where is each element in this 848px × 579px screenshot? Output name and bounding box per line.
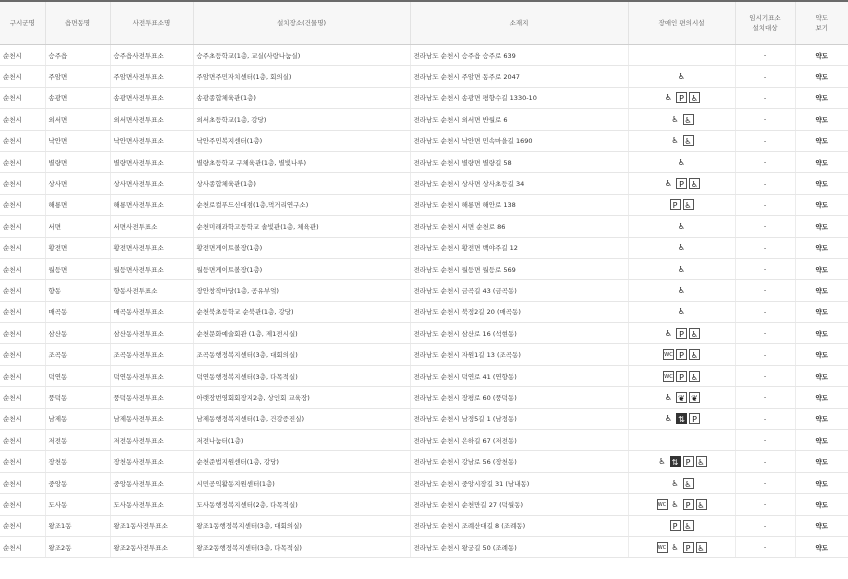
- map-link[interactable]: 약도: [795, 258, 848, 279]
- table-row: [0, 515, 848, 536]
- table-row: [0, 173, 848, 194]
- accessible-parking-icon: P: [676, 371, 687, 382]
- wheelchair-access-icon: ♿: [671, 114, 679, 124]
- cell-temp-booth: -: [735, 151, 795, 172]
- cell-temp-booth: -: [735, 408, 795, 429]
- cell-accessibility: [628, 323, 735, 344]
- cell-address: 전라남도 순천시 장평로 60 (풍덕동): [410, 387, 628, 408]
- cell-sigungu: 순천시: [0, 194, 45, 215]
- map-link[interactable]: 약도: [795, 365, 848, 386]
- cell-temp-booth: -: [735, 66, 795, 87]
- cell-place: 도사동행정복지센터(2층, 다목적실): [193, 494, 410, 515]
- cell-place: 승주초등학교(1층, 교실(사랑나눔실): [193, 45, 410, 66]
- cell-address: 전라남도 순천시 남정5길 1 (남정동): [410, 408, 628, 429]
- cell-station: 승주읍사전투표소: [110, 45, 193, 66]
- map-link[interactable]: 약도: [795, 194, 848, 215]
- map-link[interactable]: 약도: [795, 494, 848, 515]
- cell-station: 왕조2동사전투표소: [110, 536, 193, 557]
- cell-accessibility: [628, 344, 735, 365]
- header-address: 소재지: [410, 1, 628, 45]
- cell-address: 전라남도 순천시 별량면 별량길 58: [410, 151, 628, 172]
- table-row: [0, 408, 848, 429]
- cell-accessibility: [628, 87, 735, 108]
- map-link[interactable]: 약도: [795, 344, 848, 365]
- table-row: [0, 216, 848, 237]
- cell-temp-booth: -: [735, 387, 795, 408]
- wheelchair-access-icon: ♿: [664, 179, 673, 189]
- cell-accessibility: [628, 237, 735, 258]
- cell-place: 아랫장번영회회장지2층, 상인회 교육장): [193, 387, 410, 408]
- header-accessibility: 장애인 편의시설: [628, 1, 735, 45]
- wheelchair-access-icon: ♿: [677, 307, 686, 317]
- cell-sigungu: 순천시: [0, 408, 45, 429]
- cell-station: 별량면사전투표소: [110, 151, 193, 172]
- table-header-row: [0, 1, 848, 45]
- cell-temp-booth: -: [735, 494, 795, 515]
- cell-sigungu: 순천시: [0, 109, 45, 130]
- cell-sigungu: 순천시: [0, 130, 45, 151]
- cell-place: 별량초등학교 구체육관(1층, 별빛나루): [193, 151, 410, 172]
- header-dong: 읍면동명: [45, 1, 110, 45]
- cell-dong: 상사면: [45, 173, 110, 194]
- cell-sigungu: 순천시: [0, 536, 45, 557]
- cell-station: 송광면사전투표소: [110, 87, 193, 108]
- cell-accessibility: [628, 66, 735, 87]
- cell-address: 전라남도 순천시 금곡길 43 (금곡동): [410, 280, 628, 301]
- map-link[interactable]: 약도: [795, 280, 848, 301]
- table-row: [0, 451, 848, 472]
- cell-address: 전라남도 순천시 월등면 월등로 569: [410, 258, 628, 279]
- cell-sigungu: 순천시: [0, 344, 45, 365]
- cell-station: 삼산동사전투표소: [110, 323, 193, 344]
- wheelchair-sign-icon: ♿: [684, 479, 692, 489]
- wheelchair-access-icon: ♿: [658, 457, 666, 467]
- cell-sigungu: 순천시: [0, 258, 45, 279]
- cell-address: 전라남도 순천시 자원1길 13 (조곡동): [410, 344, 628, 365]
- cell-accessibility: [628, 280, 735, 301]
- map-link[interactable]: 약도: [795, 408, 848, 429]
- header-sigungu: 구시군명: [0, 1, 45, 45]
- table-row: [0, 365, 848, 386]
- cell-place: 남제동행정복지센터(1층, 건강증진실): [193, 408, 410, 429]
- cell-sigungu: 순천시: [0, 430, 45, 451]
- cell-dong: 외서면: [45, 109, 110, 130]
- cell-dong: 도사동: [45, 494, 110, 515]
- table-row: [0, 280, 848, 301]
- cell-dong: 향동: [45, 280, 110, 301]
- cell-sigungu: 순천시: [0, 323, 45, 344]
- map-link[interactable]: 약도: [795, 173, 848, 194]
- guide-dog-icon: ❦: [676, 392, 687, 403]
- table-row: [0, 344, 848, 365]
- cell-temp-booth: -: [735, 216, 795, 237]
- map-link[interactable]: 약도: [795, 45, 848, 66]
- cell-address: 전라남도 순천시 덕연로 41 (연향동): [410, 365, 628, 386]
- cell-place: 왕조1동행정복지센터(3층, 대회의실): [193, 515, 410, 536]
- accessible-toilet-icon: WC: [663, 349, 674, 360]
- cell-place: 월등면게이트볼장(1층): [193, 258, 410, 279]
- cell-place: 장안창작마당(1층, 공유부엌): [193, 280, 410, 301]
- wheelchair-sign-icon: ♿: [684, 201, 692, 211]
- cell-dong: 덕연동: [45, 365, 110, 386]
- cell-station: 풍덕동사전투표소: [110, 387, 193, 408]
- table-row: [0, 87, 848, 108]
- cell-temp-booth: -: [735, 472, 795, 493]
- wheelchair-sign-icon: ♿: [697, 500, 705, 510]
- accessible-parking-icon: P: [670, 520, 681, 531]
- cell-sigungu: 순천시: [0, 151, 45, 172]
- cell-dong: 낙안면: [45, 130, 110, 151]
- table-row: [0, 301, 848, 322]
- cell-sigungu: 순천시: [0, 45, 45, 66]
- map-link[interactable]: 약도: [795, 66, 848, 87]
- map-link[interactable]: 약도: [795, 130, 848, 151]
- table-row: [0, 45, 848, 66]
- cell-dong: 별량면: [45, 151, 110, 172]
- cell-station: 왕조1동사전투표소: [110, 515, 193, 536]
- map-link[interactable]: 약도: [795, 109, 848, 130]
- map-link[interactable]: 약도: [795, 451, 848, 472]
- cell-dong: 삼산동: [45, 323, 110, 344]
- cell-dong: 서면: [45, 216, 110, 237]
- cell-station: 조곡동사전투표소: [110, 344, 193, 365]
- cell-station: 월등면사전투표소: [110, 258, 193, 279]
- wheelchair-sign-icon: ♿: [684, 522, 692, 532]
- cell-station: 해룡면사전투표소: [110, 194, 193, 215]
- wheelchair-access-icon: ♿: [671, 499, 679, 509]
- cell-place: 순천미래과학고등학교 솔빛관(1층, 체육관): [193, 216, 410, 237]
- cell-station: 외서면사전투표소: [110, 109, 193, 130]
- cell-temp-booth: -: [735, 344, 795, 365]
- cell-accessibility: [628, 365, 735, 386]
- table-row: [0, 323, 848, 344]
- map-link[interactable]: 약도: [795, 237, 848, 258]
- accessible-toilet-icon: WC: [663, 371, 674, 382]
- wheelchair-sign-icon: ♿: [684, 115, 692, 125]
- wheelchair-access-icon: ♿: [671, 136, 679, 146]
- cell-temp-booth: -: [735, 194, 795, 215]
- cell-accessibility: [628, 408, 735, 429]
- wheelchair-sign-icon: ♿: [697, 458, 705, 468]
- table-row: [0, 387, 848, 408]
- wheelchair-sign-icon: ♿: [690, 351, 699, 361]
- map-link[interactable]: 약도: [795, 430, 848, 451]
- cell-place: 상사종합체육관(1층): [193, 173, 410, 194]
- cell-sigungu: 순천시: [0, 301, 45, 322]
- cell-temp-booth: -: [735, 451, 795, 472]
- header-place: 설치장소(건물명): [193, 1, 410, 45]
- cell-sigungu: 순천시: [0, 494, 45, 515]
- map-link[interactable]: 약도: [795, 515, 848, 536]
- accessible-parking-icon: P: [676, 92, 687, 103]
- cell-dong: 조곡동: [45, 344, 110, 365]
- wheelchair-access-icon: ♿: [664, 93, 673, 103]
- cell-address: 전라남도 순천시 외서면 반월로 6: [410, 109, 628, 130]
- cell-place: 낙안주민복지센터(1층): [193, 130, 410, 151]
- wheelchair-access-icon: ♿: [677, 221, 686, 231]
- cell-address: 전라남도 순천시 송광면 평향수길 1330-10: [410, 87, 628, 108]
- cell-accessibility: [628, 194, 735, 215]
- cell-place: 순천문화예술회관 (1층, 제1전시실): [193, 323, 410, 344]
- cell-accessibility: [628, 387, 735, 408]
- cell-place: 황전면게이트볼장(1층): [193, 237, 410, 258]
- accessible-parking-icon: P: [689, 413, 700, 424]
- cell-temp-booth: -: [735, 258, 795, 279]
- cell-station: 낙안면사전투표소: [110, 130, 193, 151]
- cell-temp-booth: -: [735, 87, 795, 108]
- wheelchair-access-icon: ♿: [664, 414, 673, 424]
- cell-dong: 매곡동: [45, 301, 110, 322]
- table-row: [0, 194, 848, 215]
- cell-address: 전라남도 순천시 서면 순천로 86: [410, 216, 628, 237]
- cell-station: 중앙동사전투표소: [110, 472, 193, 493]
- accessible-parking-icon: P: [676, 349, 687, 360]
- cell-place: 순천로컬푸드신대점(1층,먹거리연구소): [193, 194, 410, 215]
- wheelchair-access-icon: ♿: [677, 285, 686, 295]
- cell-temp-booth: -: [735, 237, 795, 258]
- cell-station: 매곡동사전투표소: [110, 301, 193, 322]
- cell-place: 송광종합체육관(1층): [193, 87, 410, 108]
- cell-place: 시민공익활동지원센터(1층): [193, 472, 410, 493]
- table-row: [0, 66, 848, 87]
- cell-place: 주암면주민자치센터(1층, 회의실): [193, 66, 410, 87]
- cell-temp-booth: -: [735, 536, 795, 557]
- wheelchair-sign-icon: ♿: [690, 94, 699, 104]
- accessible-toilet-icon: WC: [657, 542, 668, 553]
- elevator-icon: ⇅: [670, 456, 681, 467]
- cell-address: 전라남도 순천시 승주읍 승주로 639: [410, 45, 628, 66]
- cell-temp-booth: -: [735, 365, 795, 386]
- cell-place: 순천준법지원센터(1층, 강당): [193, 451, 410, 472]
- cell-sigungu: 순천시: [0, 66, 45, 87]
- table-row: [0, 430, 848, 451]
- table-row: [0, 130, 848, 151]
- cell-address: 전라남도 순천시 순천만길 27 (덕월동): [410, 494, 628, 515]
- accessible-toilet-icon: WC: [657, 499, 668, 510]
- cell-dong: 장천동: [45, 451, 110, 472]
- map-link[interactable]: 약도: [795, 87, 848, 108]
- cell-accessibility: [628, 45, 735, 66]
- wheelchair-access-icon: ♿: [664, 328, 673, 338]
- cell-accessibility: [628, 258, 735, 279]
- cell-temp-booth: -: [735, 301, 795, 322]
- table-row: [0, 151, 848, 172]
- cell-station: 상사면사전투표소: [110, 173, 193, 194]
- cell-sigungu: 순천시: [0, 515, 45, 536]
- cell-station: 남제동사전투표소: [110, 408, 193, 429]
- cell-accessibility: [628, 515, 735, 536]
- cell-dong: 송광면: [45, 87, 110, 108]
- cell-station: 덕연동사전투표소: [110, 365, 193, 386]
- cell-temp-booth: -: [735, 323, 795, 344]
- cell-dong: 남제동: [45, 408, 110, 429]
- cell-accessibility: [628, 130, 735, 151]
- cell-accessibility: [628, 536, 735, 557]
- cell-station: 황전면사전투표소: [110, 237, 193, 258]
- map-link[interactable]: 약도: [795, 472, 848, 493]
- accessible-parking-icon: P: [683, 499, 694, 510]
- wheelchair-sign-icon: ♿: [690, 329, 699, 339]
- wheelchair-sign-icon: ♿: [697, 543, 705, 553]
- table-row: [0, 258, 848, 279]
- cell-sigungu: 순천시: [0, 280, 45, 301]
- cell-dong: 황전면: [45, 237, 110, 258]
- cell-sigungu: 순천시: [0, 472, 45, 493]
- header-station: 사전투표소명: [110, 1, 193, 45]
- cell-station: 도사동사전투표소: [110, 494, 193, 515]
- cell-temp-booth: -: [735, 130, 795, 151]
- cell-dong: 해룡면: [45, 194, 110, 215]
- accessible-parking-icon: P: [670, 199, 681, 210]
- cell-address: 전라남도 순천시 은하길 67 (저전동): [410, 430, 628, 451]
- cell-station: 향동사전투표소: [110, 280, 193, 301]
- map-link[interactable]: 약도: [795, 536, 848, 557]
- cell-dong: 왕조2동: [45, 536, 110, 557]
- cell-dong: 왕조1동: [45, 515, 110, 536]
- header-map: 약도 보기: [795, 1, 848, 45]
- wheelchair-sign-icon: ♿: [690, 372, 699, 382]
- cell-sigungu: 순천시: [0, 173, 45, 194]
- cell-temp-booth: -: [735, 430, 795, 451]
- wheelchair-access-icon: ♿: [677, 157, 686, 167]
- wheelchair-access-icon: ♿: [677, 243, 686, 253]
- cell-address: 전라남도 순천시 낙안면 민속마을길 1690: [410, 130, 628, 151]
- cell-place: 순천북초등학교 순북관(1층, 강당): [193, 301, 410, 322]
- map-link[interactable]: 약도: [795, 216, 848, 237]
- table-row: [0, 472, 848, 493]
- cell-accessibility: [628, 151, 735, 172]
- elevator-icon: ⇅: [676, 413, 687, 424]
- wheelchair-access-icon: ♿: [671, 478, 679, 488]
- guide-dog-icon: ❦: [689, 392, 700, 403]
- cell-station: 장천동사전투표소: [110, 451, 193, 472]
- cell-accessibility: [628, 301, 735, 322]
- wheelchair-sign-icon: ♿: [690, 180, 699, 190]
- accessible-parking-icon: P: [683, 542, 694, 553]
- cell-accessibility: [628, 109, 735, 130]
- cell-accessibility: [628, 216, 735, 237]
- cell-dong: 저전동: [45, 430, 110, 451]
- table-row: [0, 536, 848, 557]
- map-link[interactable]: 약도: [795, 323, 848, 344]
- cell-place: 덕연동행정복지센터(3층, 다목적실): [193, 365, 410, 386]
- cell-place: 외서초등학교(1층, 강당): [193, 109, 410, 130]
- cell-accessibility: [628, 173, 735, 194]
- cell-sigungu: 순천시: [0, 87, 45, 108]
- map-link[interactable]: 약도: [795, 151, 848, 172]
- cell-dong: 풍덕동: [45, 387, 110, 408]
- cell-sigungu: 순천시: [0, 216, 45, 237]
- accessible-parking-icon: P: [676, 328, 687, 339]
- map-link[interactable]: 약도: [795, 387, 848, 408]
- cell-sigungu: 순천시: [0, 365, 45, 386]
- table-row: [0, 109, 848, 130]
- cell-address: 전라남도 순천시 왕궁길 50 (조례동): [410, 536, 628, 557]
- wheelchair-access-icon: ♿: [664, 392, 673, 402]
- cell-address: 전라남도 순천시 중앙시장길 31 (남내동): [410, 472, 628, 493]
- cell-temp-booth: -: [735, 45, 795, 66]
- cell-place: 조곡동행정복지센터(3층, 대회의실): [193, 344, 410, 365]
- cell-sigungu: 순천시: [0, 237, 45, 258]
- table-row: [0, 494, 848, 515]
- cell-station: 저전동사전투표소: [110, 430, 193, 451]
- wheelchair-access-icon: ♿: [677, 72, 686, 82]
- table-row: [0, 237, 848, 258]
- cell-temp-booth: -: [735, 173, 795, 194]
- map-link[interactable]: 약도: [795, 301, 848, 322]
- cell-station: 서면사전투표소: [110, 216, 193, 237]
- cell-sigungu: 순천시: [0, 387, 45, 408]
- cell-sigungu: 순천시: [0, 451, 45, 472]
- header-temp-booth: 임시기표소 설치대상: [735, 1, 795, 45]
- accessible-parking-icon: P: [683, 456, 694, 467]
- cell-accessibility: [628, 494, 735, 515]
- cell-address: 전라남도 순천시 조례산대길 8 (조례동): [410, 515, 628, 536]
- wheelchair-access-icon: ♿: [677, 264, 686, 274]
- cell-address: 전라남도 순천시 강남로 56 (장천동): [410, 451, 628, 472]
- cell-place: 왕조2동행정복지센터(3층, 다목적실): [193, 536, 410, 557]
- cell-temp-booth: -: [735, 515, 795, 536]
- cell-address: 전라남도 순천시 상사면 상사초등길 34: [410, 173, 628, 194]
- cell-address: 전라남도 순천시 삼산로 16 (석현동): [410, 323, 628, 344]
- cell-address: 전라남도 순천시 황전면 백야주길 12: [410, 237, 628, 258]
- accessible-parking-icon: P: [676, 178, 687, 189]
- wheelchair-access-icon: ♿: [671, 542, 679, 552]
- cell-dong: 월등면: [45, 258, 110, 279]
- cell-accessibility: [628, 430, 735, 451]
- cell-temp-booth: -: [735, 280, 795, 301]
- cell-place: 저전나눔터(1층): [193, 430, 410, 451]
- cell-accessibility: [628, 451, 735, 472]
- cell-address: 전라남도 순천시 주암면 동주로 2047: [410, 66, 628, 87]
- cell-accessibility: [628, 472, 735, 493]
- cell-dong: 승주읍: [45, 45, 110, 66]
- cell-dong: 중앙동: [45, 472, 110, 493]
- cell-station: 주암면사전투표소: [110, 66, 193, 87]
- cell-dong: 주암면: [45, 66, 110, 87]
- wheelchair-sign-icon: ♿: [684, 137, 692, 147]
- cell-address: 전라남도 순천시 북정2길 20 (매곡동): [410, 301, 628, 322]
- cell-temp-booth: -: [735, 109, 795, 130]
- cell-address: 전라남도 순천시 해룡면 해안로 138: [410, 194, 628, 215]
